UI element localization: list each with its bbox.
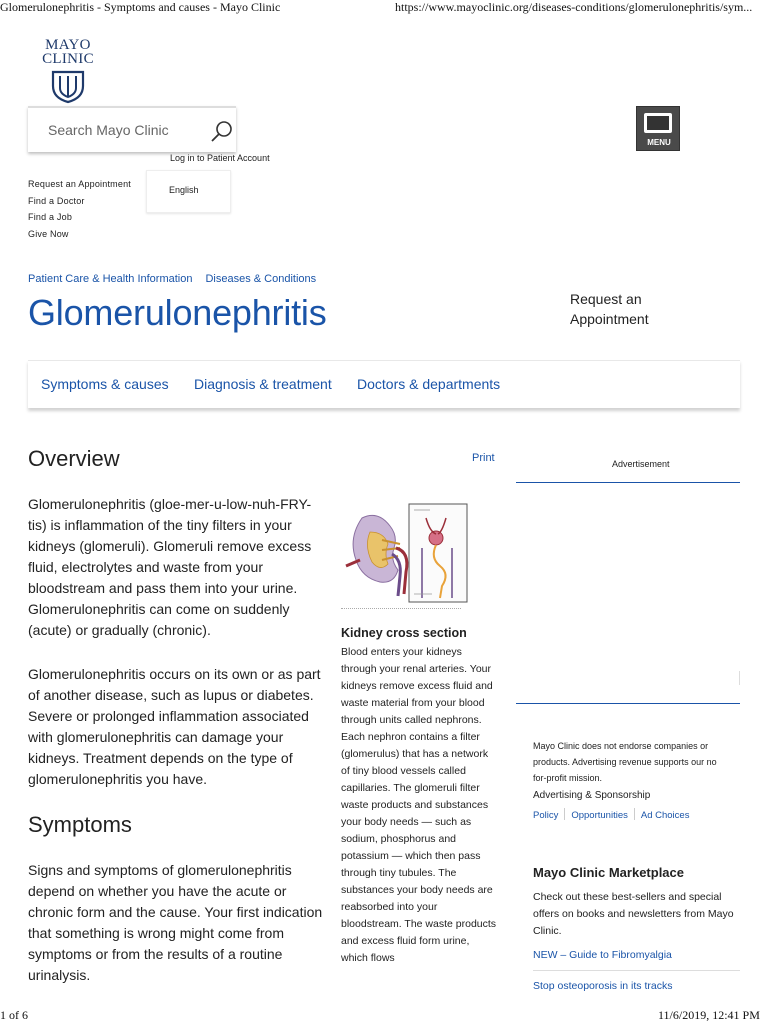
overview-paragraph-1: Glomerulonephritis (gloe-mer-u-low-nuh-FRY-tis) is inflammation of the tiny filters in your kidneys (glomeruli). Glomeruli remove excess fluid, electrolytes and waste from your bloodstream and pass them into your urine. Glomerulonephritis can come on suddenly (acute) or gradually (chronic). xyxy=(28,496,312,638)
print-header xyxy=(0,0,768,16)
marketplace-text: Check out these best-sellers and special offers on books and newsletters from Mayo Clinic. xyxy=(533,891,734,937)
advertisement-slot[interactable] xyxy=(516,482,740,704)
ad-policy-links xyxy=(533,808,689,821)
request-appointment-line-1: Request an xyxy=(570,291,642,307)
symptoms-paragraph: Signs and symptoms of glomerulonephritis depend on whether you have the acute or chronic form and the cause. Your first indication that something is wrong might come from symptoms or from the results of a routine urinalysis. xyxy=(28,862,323,983)
logo-line-1: MAYO xyxy=(45,37,91,53)
tab-diagnosis-treatment[interactable]: Diagnosis & treatment xyxy=(194,376,332,392)
symptoms-heading: Symptoms xyxy=(28,812,132,837)
tab-doctors-departments[interactable]: Doctors & departments xyxy=(357,376,501,392)
search-icon[interactable] xyxy=(210,120,234,144)
shield-logo-icon xyxy=(50,68,86,104)
request-appointment-link[interactable]: Request an Appointment xyxy=(28,179,131,189)
menu-icon xyxy=(644,113,672,133)
ad-disclaimer xyxy=(533,738,740,786)
overview-paragraph-2: Glomerulonephritis occurs on its own or as part of another disease, such as lupus or diabetes. Severe or prolonged inflammation associated with glomerulonephritis can damage your kidneys. Treatment depends on the type of glomerulonephritis you have. xyxy=(28,666,321,787)
tab-symptoms-causes[interactable]: Symptoms & causes xyxy=(41,376,169,392)
logo-line-2: CLINIC xyxy=(42,51,94,67)
kidney-cross-section-illustration[interactable] xyxy=(340,498,470,616)
marketplace-heading: Mayo Clinic Marketplace xyxy=(533,865,684,880)
advertising-sponsorship-heading: Advertising & Sponsorship xyxy=(533,790,651,801)
print-link[interactable]: Print xyxy=(472,452,495,464)
divider xyxy=(564,808,565,820)
overview-heading: Overview xyxy=(28,446,120,471)
ad-disclaimer-line: Mayo Clinic does not endorse companies or xyxy=(533,741,709,751)
ad-choices-link[interactable]: Ad Choices xyxy=(640,810,690,821)
breadcrumb-diseases-conditions[interactable]: Diseases & Conditions xyxy=(205,273,317,285)
print-page-url: https://www.mayoclinic.org/diseases-conditions/glomerulonephritis/sym... xyxy=(395,0,753,14)
request-appointment-line-2: Appointment xyxy=(570,311,649,327)
page-number: 1 of 6 xyxy=(0,1008,28,1022)
page-title: Glomerulonephritis xyxy=(28,292,327,333)
find-job-link[interactable]: Find a Job xyxy=(28,212,73,223)
print-page-title: Glomerulonephritis - Symptoms and causes - Mayo Clinic xyxy=(0,0,281,14)
menu-button[interactable] xyxy=(636,106,680,151)
breadcrumb xyxy=(28,273,316,285)
print-footer xyxy=(0,1008,768,1024)
language-selector[interactable]: English xyxy=(146,170,231,213)
advertisement-label: Advertisement xyxy=(612,459,670,469)
divider xyxy=(634,808,635,820)
figure-title: Kidney cross section xyxy=(341,626,467,640)
ad-disclaimer-line: products. Advertising revenue supports our no xyxy=(533,757,717,767)
marketplace-link-osteoporosis[interactable]: Stop osteoporosis in its tracks xyxy=(533,980,673,992)
marketplace-link-fibromyalgia[interactable]: NEW – Guide to Fibromyalgia xyxy=(533,949,740,971)
utility-links xyxy=(28,176,131,243)
breadcrumb-patient-care[interactable]: Patient Care & Health Information xyxy=(28,273,193,285)
ad-disclaimer-line: for-profit mission. xyxy=(533,773,603,783)
section-tabs xyxy=(28,360,740,408)
figure-caption: Blood enters your kidneys through your renal arteries. Your kidneys remove excess fluid and waste material from your blood through units called nephrons. Each nephron contains a filter (glomerulus) that has a network of tiny blood vessels called capillaries. The glomeruli filter waste products and substances your body needs — such as sodium, phosphorus and potassium — which then pass through tiny tubules. The substances your body needs are reabsorbed into your bloodstream. The waste products and excess fluid form urine, which flows xyxy=(341,646,497,964)
policy-link[interactable]: Policy xyxy=(533,810,559,821)
menu-label: MENU xyxy=(647,138,671,147)
figure-divider xyxy=(341,608,461,611)
search-box xyxy=(28,106,236,152)
print-datetime: 11/6/2019, 12:41 PM xyxy=(658,1008,760,1022)
request-appointment-button[interactable] xyxy=(570,289,680,329)
give-now-link[interactable]: Give Now xyxy=(28,229,69,240)
search-input[interactable] xyxy=(48,119,208,141)
find-doctor-link[interactable]: Find a Doctor xyxy=(28,195,85,206)
patient-account-login-link[interactable]: Log in to Patient Account xyxy=(170,153,270,163)
opportunities-link[interactable]: Opportunities xyxy=(571,810,628,821)
mayo-clinic-logo[interactable] xyxy=(38,38,98,104)
